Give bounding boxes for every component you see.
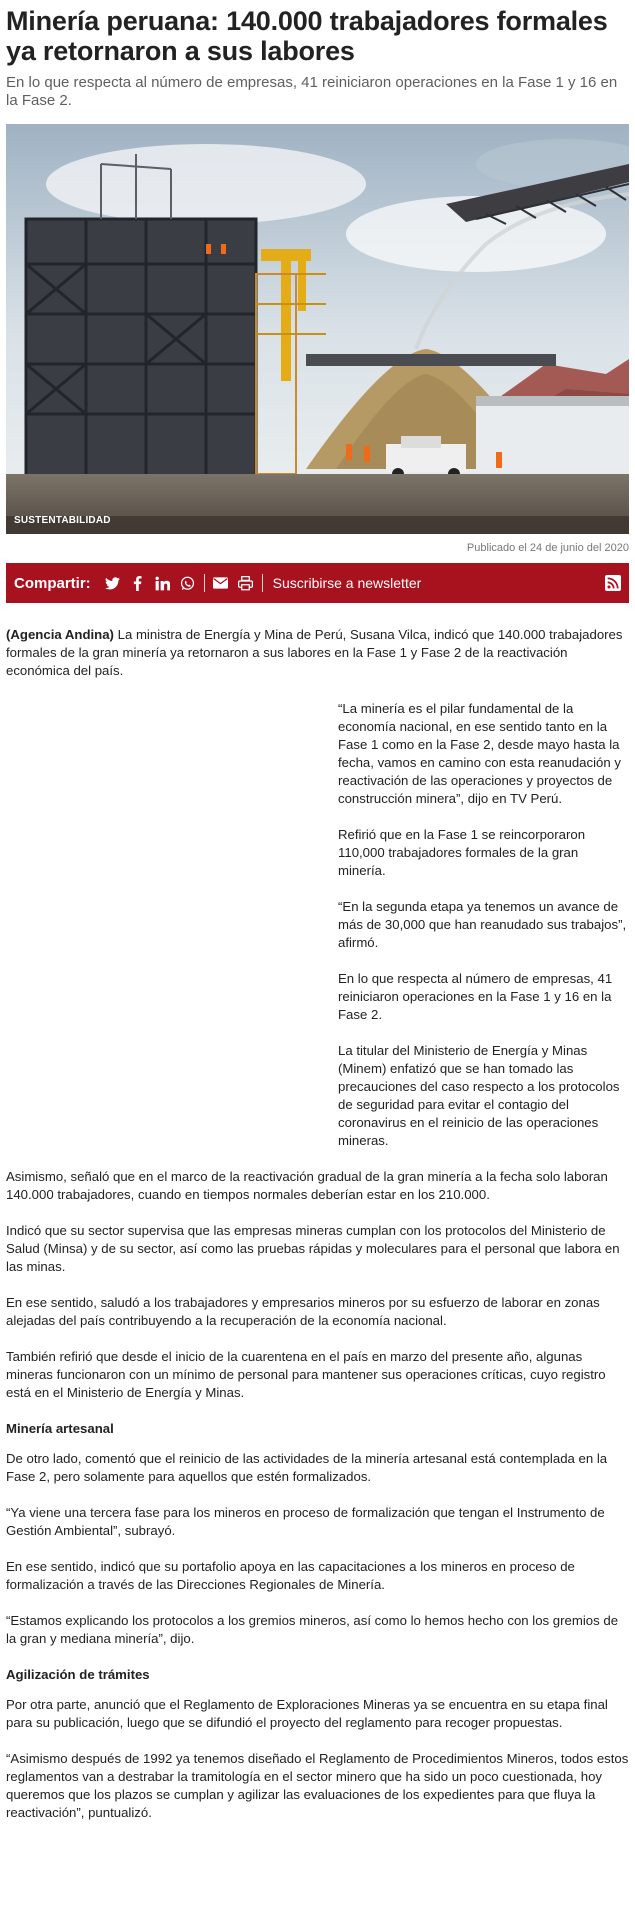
print-icon[interactable] [238,575,254,591]
body-paragraph: En ese sentido, saludó a los trabajadores y empresarios mineros por su esfuerzo de laborar en zonas alejadas del país contribuyendo a la recuperación de la economía nacional. [6,1295,600,1328]
body-paragraph: Por otra parte, anunció que el Reglamento de Exploraciones Mineras ya se encuentra en su etapa final para su publicación, luego que se difundió el proyecto del reglamento para recoger propuestas. [6,1697,608,1730]
mining-photo-illustration [6,124,629,534]
divider [262,574,263,592]
quote-paragraph: “En la segunda etapa ya tenemos un avance de más de 30,000 que han reanudado sus trabajos”, afirmó. [338,899,627,950]
lead-source: (Agencia Andina) [6,627,114,642]
article-body [6,626,629,1822]
body-paragraph: “Asimismo después de 1992 ya tenemos diseñado el Reglamento de Procedimientos Mineros, todos estos reglamentos van a destrabar la tramitología en el sector minero que ha sido un poco cuestionada, hoy queremos que los plazos se cumplan y agilizar las evaluaciones de los expedientes para que fluya la reactivación”, puntualizó. [6,1751,629,1820]
hero-image [6,124,629,534]
body-paragraph: Indicó que su sector supervisa que las empresas mineras cumplan con los protocolos del Ministerio de Salud (Minsa) y de su sector, así como las pruebas rápidas y moleculares para el personal que labora en las minas. [6,1223,620,1274]
mail-icon[interactable] [213,575,229,591]
linkedin-icon[interactable] [155,575,171,591]
share-icons-secondary [213,575,254,591]
quote-paragraph: Refirió que en la Fase 1 se reincorporaron 110,000 trabajadores formales de la gran minería. [338,827,586,878]
category-tag[interactable]: SUSTENTABILIDAD [14,515,111,526]
body-paragraph: En ese sentido, indicó que su portafolio apoya en las capacitaciones a los mineros en proceso de formalización a través de las Direcciones Regionales de Minería. [6,1559,575,1592]
lead-paragraph [6,626,629,680]
quote-paragraph: La titular del Ministerio de Energía y Minas (Minem) enfatizó que se han tomado las precauciones del caso respecto a los protocolos de seguridad para evitar el contagio del coronavirus en el reinicio de las operaciones mineras. [338,1043,620,1148]
body-paragraph: Asimismo, señaló que en el marco de la reactivación gradual de la gran minería a la fecha solo laboran 140.000 trabajadores, cuando en tiempos normales deberían estar en los 210.000. [6,1169,608,1202]
share-bar [6,563,629,603]
divider [204,574,205,592]
body-paragraph: “Estamos explicando los protocolos a los gremios mineros, así como lo hemos hecho con los gremios de la gran y mediana minería”, dijo. [6,1613,619,1646]
section-heading-mineria-artesanal: Minería artesanal [6,1421,114,1436]
facebook-icon[interactable] [130,575,146,591]
share-label: Compartir: [14,574,91,592]
quote-paragraph: “La minería es el pilar fundamental de la economía nacional, en ese sentido tanto en la Fase 1 como en la Fase 2, desde mayo hasta la fecha, vamos en camino con esta reanudación y reactivación de las operaciones y proyectos de construcción minera”, dijo en TV Perú. [338,701,621,806]
newsletter-link[interactable]: Suscribirse a newsletter [272,575,422,591]
rss-icon[interactable] [605,575,621,591]
section-heading-agilizacion: Agilización de trámites [6,1667,150,1682]
lead-text: La ministra de Energía y Mina de Perú, Susana Vilca, indicó que 140.000 trabajadores formales de la gran minería ya retornaron a sus labores en la Fase 1 y Fase 2 de la reactivación económica del país. [6,627,623,678]
quote-paragraph: En lo que respecta al número de empresas, 41 reiniciaron operaciones en la Fase 1 y 16 en la Fase 2. [338,971,613,1022]
body-paragraph: De otro lado, comentó que el reinicio de las actividades de la minería artesanal está contemplada en la Fase 2, pero solamente para aquellos que estén formalizados. [6,1451,608,1484]
twitter-icon[interactable] [105,575,121,591]
whatsapp-icon[interactable] [180,575,196,591]
indented-quotes [338,700,629,1150]
body-paragraph: “Ya viene una tercera fase para los mineros en proceso de formalización que tengan el Instrumento de Gestión Ambiental”, subrayó. [6,1505,605,1538]
share-icons [105,575,196,591]
body-paragraph: También refirió que desde el inicio de la cuarentena en el país en marzo del presente año, algunas mineras funcionaron con un mínimo de personal para mantener sus operaciones críticas, cuyo registro está en el Ministerio de Energía y Minas. [6,1349,606,1400]
publish-date: Publicado el 24 de junio del 2020 [466,542,629,554]
article-subtitle: En lo que respecta al número de empresas, 41 reiniciaron operaciones en la Fase 1 y 16 en la Fase 2. [6,74,618,109]
article-title: Minería peruana: 140.000 trabajadores formales ya retornaron a sus labores [6,6,608,66]
